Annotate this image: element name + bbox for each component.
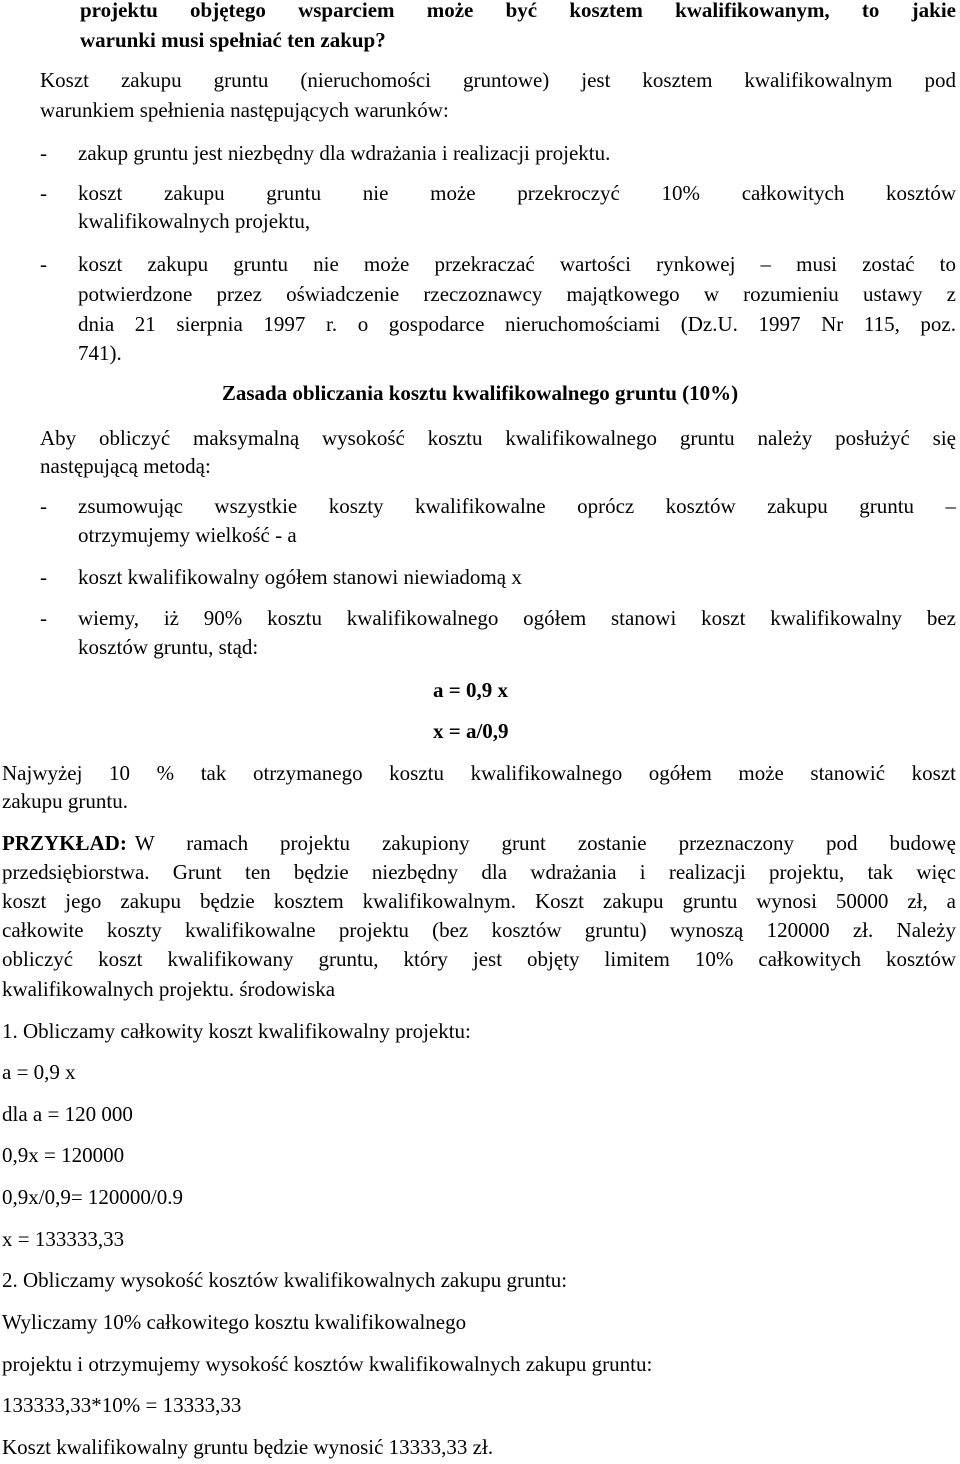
list-item-continuation: kwalifikowalnych projektu, (78, 209, 311, 233)
calc-line: 0,9x/0,9= 120000/0.9 (2, 1185, 184, 1209)
formula: x = a/0,9 (433, 719, 509, 743)
paragraph-line: całkowite koszty kwalifikowalne projektu (bez kosztów gruntu) wynoszą 120000 zł. Należy (2, 918, 956, 942)
calc-line: a = 0,9 x (2, 1060, 76, 1084)
example-label: PRZYKŁAD: (2, 831, 127, 855)
calc-line: x = 133333,33 (2, 1227, 125, 1251)
list-item: koszt zakupu gruntu nie może przekraczać wartości rynkowej – musi zostać to (78, 252, 956, 276)
list-item-continuation: kosztów gruntu, stąd: (78, 635, 259, 659)
paragraph-line: przedsiębiorstwa. Grunt ten będzie niezbędny dla wdrażania i realizacji projektu, tak więc (2, 860, 956, 884)
paragraph-line: koszt jego zakupu będzie kosztem kwalifikowalnym. Koszt zakupu gruntu wynosi 50000 zł, a (2, 889, 956, 913)
list-dash: - (40, 606, 47, 630)
list-item-continuation: potwierdzone przez oświadczenie rzeczoznawcy majątkowego w rozumieniu ustawy z (78, 282, 956, 306)
paragraph-line: następującą metodą: (40, 454, 211, 478)
calc-line: 133333,33*10% = 13333,33 (2, 1393, 242, 1417)
calc-result: Koszt kwalifikowalny gruntu będzie wynosić 13333,33 zł. (2, 1435, 494, 1459)
list-item-continuation: otrzymujemy wielkość - a (78, 523, 297, 547)
list-item: wiemy, iż 90% kosztu kwalifikowalnego ogółem stanowi koszt kwalifikowalny bez (78, 606, 956, 630)
list-item-continuation: dnia 21 sierpnia 1997 r. o gospodarce nieruchomościami (Dz.U. 1997 Nr 115, poz. (78, 312, 956, 336)
calc-line: projektu i otrzymujemy wysokość kosztów kwalifikowalnych zakupu gruntu: (2, 1352, 653, 1376)
list-dash: - (40, 252, 47, 276)
paragraph-line: warunkiem spełnienia następujących warunków: (40, 98, 449, 122)
paragraph-line: Koszt zakupu gruntu (nieruchomości gruntowe) jest kosztem kwalifikowalnym pod (40, 68, 956, 92)
calc-line: Wyliczamy 10% całkowitego kosztu kwalifikowalnego (2, 1310, 467, 1334)
intro-question-line-1: projektu objętego wsparciem może być kosztem kwalifikowanym, to jakie (80, 0, 956, 22)
example-text: W ramach projektu zakupiony grunt zostanie przeznaczony pod budowę (134, 831, 956, 855)
calc-step-1: 1. Obliczamy całkowity koszt kwalifikowalny projektu: (2, 1019, 471, 1043)
paragraph-line: Aby obliczyć maksymalną wysokość kosztu kwalifikowalnego gruntu należy posłużyć się (40, 426, 956, 450)
intro-question-line-2: warunki musi spełniać ten zakup? (80, 28, 386, 52)
calc-step-2: 2. Obliczamy wysokość kosztów kwalifikowalnych zakupu gruntu: (2, 1268, 568, 1292)
list-item: zsumowując wszystkie koszty kwalifikowalne oprócz kosztów zakupu gruntu – (78, 494, 956, 518)
example-first-line (2, 831, 956, 855)
list-item: zakup gruntu jest niezbędny dla wdrażania i realizacji projektu. (78, 141, 611, 165)
paragraph-line: Najwyżej 10 % tak otrzymanego kosztu kwalifikowalnego ogółem może stanowić koszt (2, 761, 956, 785)
calc-line: dla a = 120 000 (2, 1102, 133, 1126)
list-dash: - (40, 565, 47, 589)
list-dash: - (40, 494, 47, 518)
paragraph-line: kwalifikowalnych projektu. środowiska (2, 977, 336, 1001)
formula: a = 0,9 x (433, 678, 508, 702)
calc-line: 0,9x = 120000 (2, 1143, 125, 1167)
paragraph-line: zakupu gruntu. (2, 789, 128, 813)
list-dash: - (40, 141, 47, 165)
list-dash: - (40, 181, 47, 205)
list-item-continuation: 741). (78, 341, 122, 365)
section-heading: Zasada obliczania kosztu kwalifikowalnego gruntu (10%) (221, 381, 739, 405)
list-item: koszt zakupu gruntu nie może przekroczyć 10% całkowitych kosztów (78, 181, 956, 205)
paragraph-line: obliczyć koszt kwalifikowany gruntu, który jest objęty limitem 10% całkowitych kosztów (2, 947, 956, 971)
list-item: koszt kwalifikowalny ogółem stanowi niewiadomą x (78, 565, 522, 589)
